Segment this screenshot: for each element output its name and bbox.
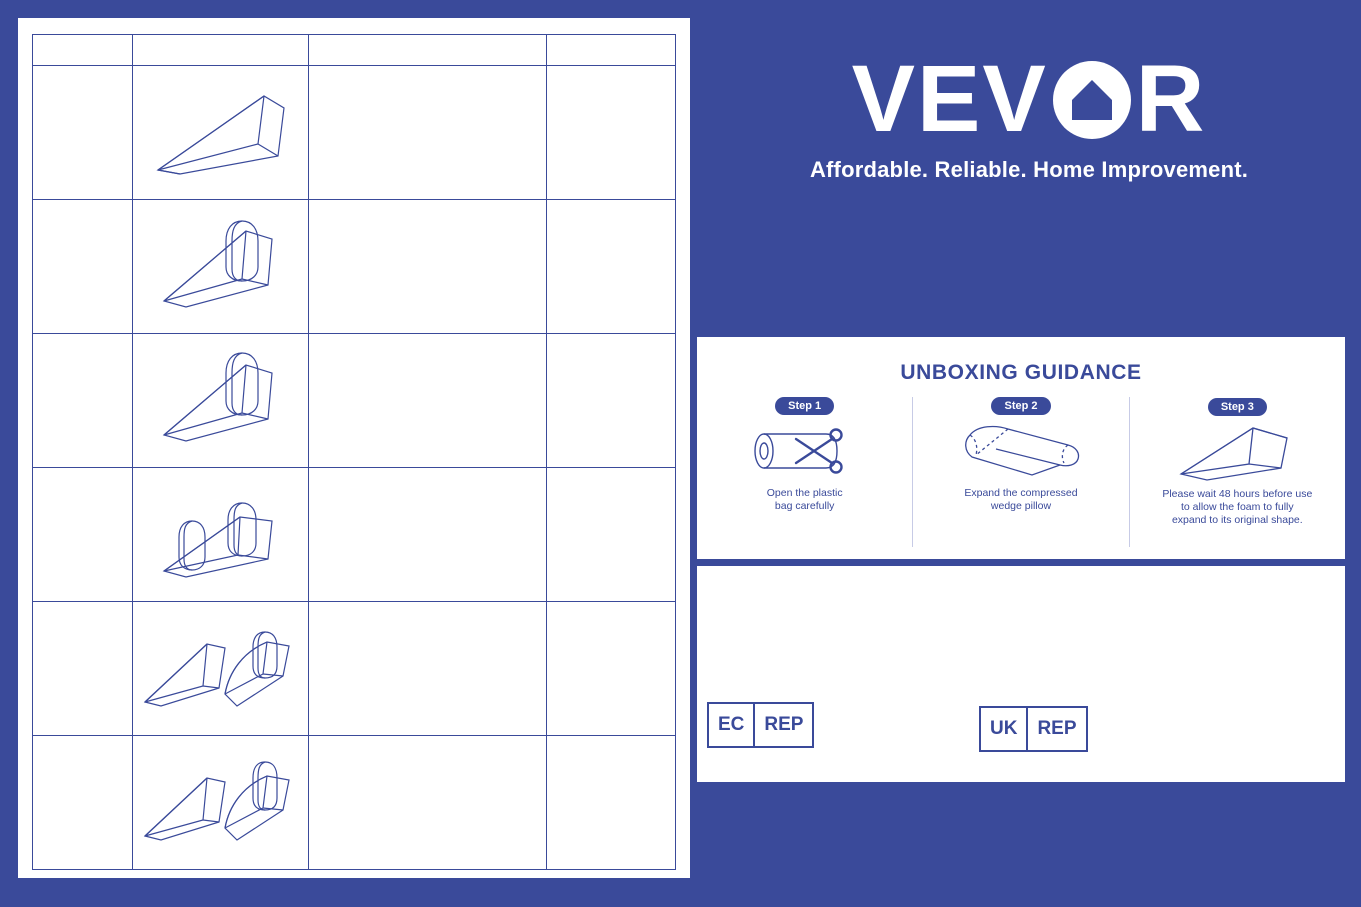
row-desc-cell <box>309 200 547 334</box>
row-desc-cell <box>309 602 547 736</box>
wedge-pillow-with-roll-2-icon <box>132 334 309 468</box>
step-3-content <box>1208 397 1267 418</box>
spec-table <box>32 34 676 870</box>
table-header-cell-4 <box>547 35 676 66</box>
spec-table-wrapper <box>32 34 676 862</box>
table-header-cell-3 <box>309 35 547 66</box>
row-desc-cell <box>309 468 547 602</box>
ec-rep-badge <box>707 702 814 748</box>
table-row <box>33 66 676 200</box>
step-badge: Step 1 <box>775 397 834 415</box>
step-caption: Expand the compressed wedge pillow <box>964 487 1078 513</box>
brand-wordmark <box>851 46 1207 152</box>
row-note-cell <box>547 602 676 736</box>
table-header-cell-2 <box>132 35 309 66</box>
row-label-cell <box>33 736 133 870</box>
table-row <box>33 468 676 602</box>
wedge-pillow-double-roll-icon <box>132 468 309 602</box>
row-note-cell <box>547 736 676 870</box>
unboxing-step-3 <box>1129 397 1345 547</box>
table-row <box>33 334 676 468</box>
spec-table-panel <box>18 18 690 878</box>
ec-rep-right: REP <box>753 704 812 746</box>
wedge-pillow-with-ramp-2-icon <box>132 736 309 870</box>
brand-logo <box>697 46 1361 183</box>
right-column <box>697 0 1361 907</box>
uk-rep-badge <box>979 706 1088 752</box>
table-row <box>33 200 676 334</box>
wedge-pillow-with-ramp-icon <box>132 602 309 736</box>
row-label-cell <box>33 468 133 602</box>
uk-rep-left: UK <box>990 718 1018 739</box>
step-badge: Step 3 <box>1208 398 1267 416</box>
ec-rep-left: EC <box>718 714 745 735</box>
uk-rep-right: REP <box>1026 708 1085 750</box>
unboxing-steps <box>697 397 1345 547</box>
row-note-cell <box>547 334 676 468</box>
unboxing-step-2 <box>912 397 1128 547</box>
row-label-cell <box>33 66 133 200</box>
unrolling-foam-icon <box>956 417 1086 487</box>
table-header-cell-1 <box>33 35 133 66</box>
step-badge: Step 2 <box>991 397 1050 415</box>
row-label-cell <box>33 602 133 736</box>
row-desc-cell <box>309 736 547 870</box>
unboxing-step-1 <box>697 397 912 547</box>
table-header-row <box>33 35 676 66</box>
table-row <box>33 736 676 870</box>
vevor-house-o-icon <box>1050 58 1134 142</box>
row-label-cell <box>33 334 133 468</box>
unboxing-guidance-card <box>697 337 1345 559</box>
row-note-cell <box>547 468 676 602</box>
wedge-pillow-plain-icon <box>132 66 309 200</box>
brand-letters-after: R <box>1135 46 1207 152</box>
brand-tagline: Affordable. Reliable. Home Improvement. <box>809 157 1249 182</box>
unboxing-title: UNBOXING GUIDANCE <box>900 361 1142 384</box>
row-desc-cell <box>309 66 547 200</box>
step-caption: Please wait 48 hours before use to allow the foam to fully expand to its original shape. <box>1162 488 1313 527</box>
wedge-pillow-with-roll-icon <box>132 200 309 334</box>
row-desc-cell <box>309 334 547 468</box>
table-row <box>33 602 676 736</box>
row-label-cell <box>33 200 133 334</box>
brand-letters-before: VEV <box>851 46 1048 152</box>
row-note-cell <box>547 66 676 200</box>
scissors-cutting-plastic-roll-icon <box>740 417 870 487</box>
compliance-card <box>697 566 1345 782</box>
step-caption: Open the plastic bag carefully <box>766 487 843 513</box>
row-note-cell <box>547 200 676 334</box>
expanded-wedge-pillow-icon <box>1167 418 1307 488</box>
